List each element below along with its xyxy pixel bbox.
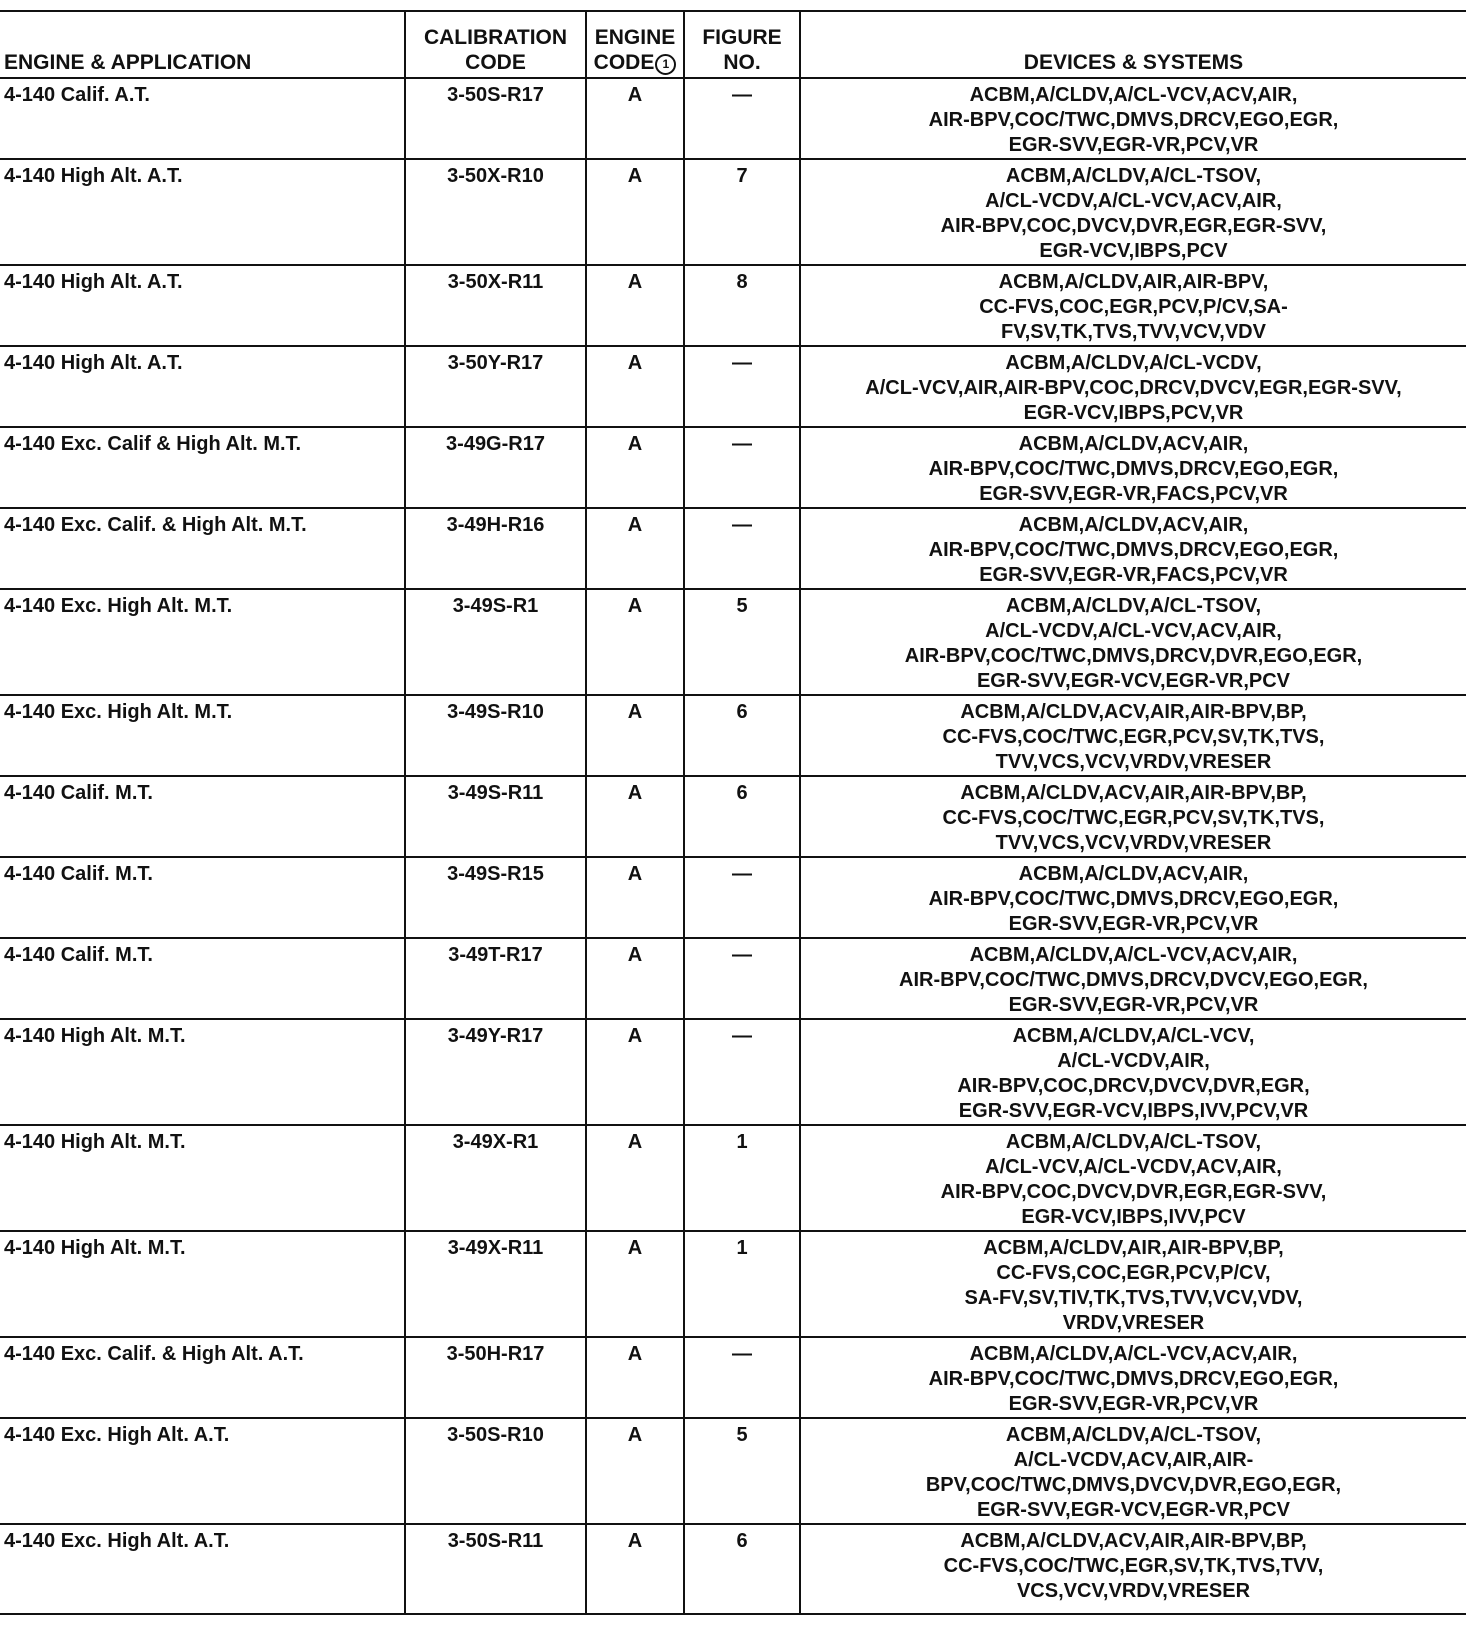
engine-code-cell: A — [586, 1231, 684, 1337]
devices-cell — [800, 1019, 1466, 1125]
devices-cell — [800, 1125, 1466, 1231]
application-cell: 4-140 Calif. A.T. — [0, 78, 405, 159]
devices-line: ACBM,A/CLDV,ACV,AIR,AIR-BPV,BP, — [960, 1530, 1307, 1552]
engine-code-cell: A — [586, 1337, 684, 1418]
calibration-code-cell: 3-50Y-R17 — [405, 346, 586, 427]
table-row — [0, 857, 1466, 938]
table-row — [0, 1231, 1466, 1337]
devices-line: ACBM,A/CLDV,A/CL-TSOV, — [1005, 1131, 1262, 1153]
application-cell: 4-140 Calif. M.T. — [0, 857, 405, 938]
table-row — [0, 1337, 1466, 1418]
devices-line: FV,SV,TK,TVS,TVV,VCV,VDV — [1001, 321, 1266, 343]
figure-number-cell: 5 — [684, 589, 800, 695]
devices-line: ACBM,A/CLDV,A/CL-VCV,ACV,AIR, — [969, 944, 1298, 966]
devices-line: AIR-BPV,COC,DRCV,DVCV,DVR,EGR, — [957, 1075, 1310, 1097]
application-cell: 4-140 Exc. High Alt. M.T. — [0, 695, 405, 776]
figure-number-cell: 6 — [684, 776, 800, 857]
devices-line: SA-FV,SV,TIV,TK,TVS,TVV,VCV,VDV, — [964, 1287, 1303, 1309]
application-cell: 4-140 High Alt. M.T. — [0, 1019, 405, 1125]
calibration-code-cell: 3-50S-R10 — [405, 1418, 586, 1524]
devices-line: A/CL-VCV,A/CL-VCDV,ACV,AIR, — [985, 1156, 1282, 1178]
devices-line: EGR-SVV,EGR-VR,FACS,PCV,VR — [979, 564, 1288, 586]
table-row — [0, 508, 1466, 589]
header-engine-application — [0, 11, 405, 78]
figure-number-cell: — — [684, 1337, 800, 1418]
devices-line: EGR-SVV,EGR-VR,PCV,VR — [1008, 1393, 1259, 1415]
header-calibration-line2: CODE — [465, 51, 526, 74]
devices-cell — [800, 1231, 1466, 1337]
calibration-code-cell: 3-50X-R10 — [405, 159, 586, 265]
table-body — [0, 78, 1466, 1614]
header-engine-code — [586, 11, 684, 78]
devices-line: ACBM,A/CLDV,ACV,AIR,AIR-BPV,BP, — [960, 701, 1307, 723]
calibration-code-cell: 3-49H-R16 — [405, 508, 586, 589]
figure-number-cell: — — [684, 78, 800, 159]
devices-cell — [800, 78, 1466, 159]
calibration-table — [0, 10, 1466, 1615]
engine-code-cell: A — [586, 78, 684, 159]
devices-cell — [800, 265, 1466, 346]
devices-line: AIR-BPV,COC,DVCV,DVR,EGR,EGR-SVV, — [940, 1181, 1327, 1203]
table-row — [0, 938, 1466, 1019]
application-cell: 4-140 Exc. High Alt. A.T. — [0, 1524, 405, 1614]
devices-line: AIR-BPV,COC,DVCV,DVR,EGR,EGR-SVV, — [940, 215, 1327, 237]
engine-code-cell: A — [586, 1125, 684, 1231]
application-cell: 4-140 High Alt. M.T. — [0, 1231, 405, 1337]
calibration-code-cell: 3-49S-R1 — [405, 589, 586, 695]
header-calibration-line1: CALIBRATION — [423, 26, 568, 49]
devices-line: EGR-SVV,EGR-VCV,EGR-VR,PCV — [976, 670, 1291, 692]
calibration-code-cell: 3-49X-R1 — [405, 1125, 586, 1231]
devices-line: AIR-BPV,COC/TWC,DMVS,DRCV,DVR,EGO,EGR, — [904, 645, 1363, 667]
devices-line: ACBM,A/CLDV,A/CL-TSOV, — [1005, 165, 1262, 187]
devices-cell — [800, 857, 1466, 938]
devices-cell — [800, 508, 1466, 589]
footnote-marker: 1 — [655, 54, 676, 75]
calibration-code-cell: 3-49S-R10 — [405, 695, 586, 776]
devices-line: CC-FVS,COC/TWC,EGR,SV,TK,TVS,TVV, — [943, 1555, 1324, 1577]
devices-line: TVV,VCS,VCV,VRDV,VRESER — [995, 751, 1272, 773]
engine-code-cell: A — [586, 427, 684, 508]
table-row — [0, 78, 1466, 159]
engine-code-cell: A — [586, 159, 684, 265]
engine-code-cell: A — [586, 1019, 684, 1125]
table-row — [0, 159, 1466, 265]
devices-line: AIR-BPV,COC/TWC,DMVS,DRCV,EGO,EGR, — [928, 458, 1339, 480]
figure-number-cell: — — [684, 938, 800, 1019]
figure-number-cell: — — [684, 427, 800, 508]
engine-code-cell: A — [586, 1524, 684, 1614]
figure-number-cell: 6 — [684, 695, 800, 776]
devices-line: AIR-BPV,COC/TWC,DMVS,DRCV,EGO,EGR, — [928, 888, 1339, 910]
devices-line: ACBM,A/CLDV,A/CL-VCV, — [1012, 1025, 1255, 1047]
calibration-code-cell: 3-49S-R15 — [405, 857, 586, 938]
application-cell: 4-140 High Alt. A.T. — [0, 265, 405, 346]
devices-cell — [800, 589, 1466, 695]
devices-cell — [800, 159, 1466, 265]
devices-line: ACBM,A/CLDV,A/CL-TSOV, — [1005, 595, 1262, 617]
devices-line: ACBM,A/CLDV,ACV,AIR,AIR-BPV,BP, — [960, 782, 1307, 804]
devices-line: EGR-SVV,EGR-VCV,EGR-VR,PCV — [976, 1499, 1291, 1521]
figure-number-cell: 5 — [684, 1418, 800, 1524]
devices-line: A/CL-VCV,AIR,AIR-BPV,COC,DRCV,DVCV,EGR,EGR-SVV, — [865, 377, 1402, 399]
calibration-code-cell: 3-50S-R17 — [405, 78, 586, 159]
devices-cell — [800, 776, 1466, 857]
devices-cell — [800, 427, 1466, 508]
calibration-code-cell: 3-50S-R11 — [405, 1524, 586, 1614]
application-cell: 4-140 High Alt. M.T. — [0, 1125, 405, 1231]
engine-code-cell: A — [586, 589, 684, 695]
devices-line: EGR-SVV,EGR-VR,PCV,VR — [1008, 913, 1259, 935]
calibration-code-cell: 3-50X-R11 — [405, 265, 586, 346]
devices-line: VCS,VCV,VRDV,VRESER — [1016, 1580, 1251, 1602]
devices-line: EGR-SVV,EGR-VCV,IBPS,IVV,PCV,VR — [958, 1100, 1309, 1122]
table-row — [0, 695, 1466, 776]
devices-line: AIR-BPV,COC/TWC,DMVS,DRCV,EGO,EGR, — [928, 1368, 1339, 1390]
devices-line: CC-FVS,COC/TWC,EGR,PCV,SV,TK,TVS, — [942, 807, 1325, 829]
devices-line: EGR-SVV,EGR-VR,PCV,VR — [1008, 134, 1259, 156]
devices-line: ACBM,A/CLDV,A/CL-VCDV, — [1005, 352, 1262, 374]
devices-line: CC-FVS,COC/TWC,EGR,PCV,SV,TK,TVS, — [942, 726, 1325, 748]
devices-line: EGR-VCV,IBPS,IVV,PCV — [1021, 1206, 1246, 1228]
devices-line: EGR-SVV,EGR-VR,PCV,VR — [1008, 994, 1259, 1016]
engine-code-cell: A — [586, 508, 684, 589]
figure-number-cell: 1 — [684, 1231, 800, 1337]
calibration-code-cell: 3-49S-R11 — [405, 776, 586, 857]
header-devices-systems — [800, 11, 1466, 78]
figure-number-cell: 6 — [684, 1524, 800, 1614]
table-row — [0, 776, 1466, 857]
application-cell: 4-140 Exc. Calif. & High Alt. A.T. — [0, 1337, 405, 1418]
application-cell: 4-140 High Alt. A.T. — [0, 159, 405, 265]
calibration-code-cell: 3-49Y-R17 — [405, 1019, 586, 1125]
devices-cell — [800, 938, 1466, 1019]
engine-code-cell: A — [586, 776, 684, 857]
devices-line: EGR-VCV,IBPS,PCV,VR — [1023, 402, 1244, 424]
devices-cell — [800, 1418, 1466, 1524]
devices-line: ACBM,A/CLDV,A/CL-TSOV, — [1005, 1424, 1262, 1446]
devices-line: CC-FVS,COC,EGR,PCV,P/CV,SA- — [979, 296, 1288, 318]
figure-number-cell: 8 — [684, 265, 800, 346]
engine-code-cell: A — [586, 938, 684, 1019]
header-figure-line1: FIGURE — [702, 26, 782, 49]
header-engine-line2: CODE — [593, 51, 655, 74]
devices-line: A/CL-VCDV,ACV,AIR,AIR- — [1013, 1449, 1254, 1471]
devices-line: BPV,COC/TWC,DMVS,DVCV,DVR,EGO,EGR, — [925, 1474, 1342, 1496]
devices-cell — [800, 1337, 1466, 1418]
header-figure-no — [684, 11, 800, 78]
table-row — [0, 346, 1466, 427]
header-figure-line2: NO. — [723, 51, 761, 74]
devices-line: ACBM,A/CLDV,ACV,AIR, — [1018, 863, 1249, 885]
devices-line: ACBM,A/CLDV,A/CL-VCV,ACV,AIR, — [969, 1343, 1298, 1365]
application-cell: 4-140 Exc. High Alt. A.T. — [0, 1418, 405, 1524]
devices-line: ACBM,A/CLDV,AIR,AIR-BPV,BP, — [983, 1237, 1284, 1259]
header-application-label: ENGINE & APPLICATION — [4, 51, 252, 74]
calibration-code-cell: 3-49G-R17 — [405, 427, 586, 508]
application-cell: 4-140 High Alt. A.T. — [0, 346, 405, 427]
engine-code-cell: A — [586, 695, 684, 776]
engine-code-cell: A — [586, 1418, 684, 1524]
application-cell: 4-140 Exc. High Alt. M.T. — [0, 589, 405, 695]
devices-line: TVV,VCS,VCV,VRDV,VRESER — [995, 832, 1272, 854]
devices-line: ACBM,A/CLDV,A/CL-VCV,ACV,AIR, — [969, 84, 1298, 106]
devices-line: A/CL-VCDV,A/CL-VCV,ACV,AIR, — [985, 620, 1282, 642]
devices-line: VRDV,VRESER — [1062, 1312, 1205, 1334]
devices-line: EGR-SVV,EGR-VR,FACS,PCV,VR — [979, 483, 1288, 505]
table-header — [0, 11, 1466, 78]
figure-number-cell: — — [684, 346, 800, 427]
devices-line: AIR-BPV,COC/TWC,DMVS,DRCV,DVCV,EGO,EGR, — [899, 969, 1368, 991]
table-row — [0, 1418, 1466, 1524]
table-row — [0, 1019, 1466, 1125]
engine-code-cell: A — [586, 265, 684, 346]
figure-number-cell: 1 — [684, 1125, 800, 1231]
application-cell: 4-140 Exc. Calif & High Alt. M.T. — [0, 427, 405, 508]
figure-number-cell: — — [684, 857, 800, 938]
header-devices-label: DEVICES & SYSTEMS — [1023, 51, 1244, 74]
devices-cell — [800, 695, 1466, 776]
table-row — [0, 427, 1466, 508]
devices-line: ACBM,A/CLDV,ACV,AIR, — [1018, 433, 1249, 455]
header-engine-line1: ENGINE — [594, 26, 676, 49]
devices-line: ACBM,A/CLDV,AIR,AIR-BPV, — [998, 271, 1269, 293]
devices-line: A/CL-VCDV,AIR, — [1057, 1050, 1210, 1072]
figure-number-cell: — — [684, 1019, 800, 1125]
engine-code-cell: A — [586, 346, 684, 427]
devices-line: AIR-BPV,COC/TWC,DMVS,DRCV,EGO,EGR, — [928, 539, 1339, 561]
table-row — [0, 1125, 1466, 1231]
devices-line: AIR-BPV,COC/TWC,DMVS,DRCV,EGO,EGR, — [928, 109, 1339, 131]
application-cell: 4-140 Calif. M.T. — [0, 938, 405, 1019]
devices-cell — [800, 1524, 1466, 1614]
table-row — [0, 265, 1466, 346]
figure-number-cell: 7 — [684, 159, 800, 265]
calibration-code-cell: 3-49T-R17 — [405, 938, 586, 1019]
spec-sheet — [0, 10, 1466, 1650]
table-row — [0, 589, 1466, 695]
header-calibration-code — [405, 11, 586, 78]
table-row — [0, 1524, 1466, 1614]
devices-line: EGR-VCV,IBPS,PCV — [1039, 240, 1228, 262]
calibration-code-cell: 3-49X-R11 — [405, 1231, 586, 1337]
application-cell: 4-140 Exc. Calif. & High Alt. M.T. — [0, 508, 405, 589]
figure-number-cell: — — [684, 508, 800, 589]
engine-code-cell: A — [586, 857, 684, 938]
devices-cell — [800, 346, 1466, 427]
calibration-code-cell: 3-50H-R17 — [405, 1337, 586, 1418]
devices-line: CC-FVS,COC,EGR,PCV,P/CV, — [996, 1262, 1271, 1284]
application-cell: 4-140 Calif. M.T. — [0, 776, 405, 857]
devices-line: A/CL-VCDV,A/CL-VCV,ACV,AIR, — [985, 190, 1282, 212]
header-row — [0, 11, 1466, 78]
devices-line: ACBM,A/CLDV,ACV,AIR, — [1018, 514, 1249, 536]
